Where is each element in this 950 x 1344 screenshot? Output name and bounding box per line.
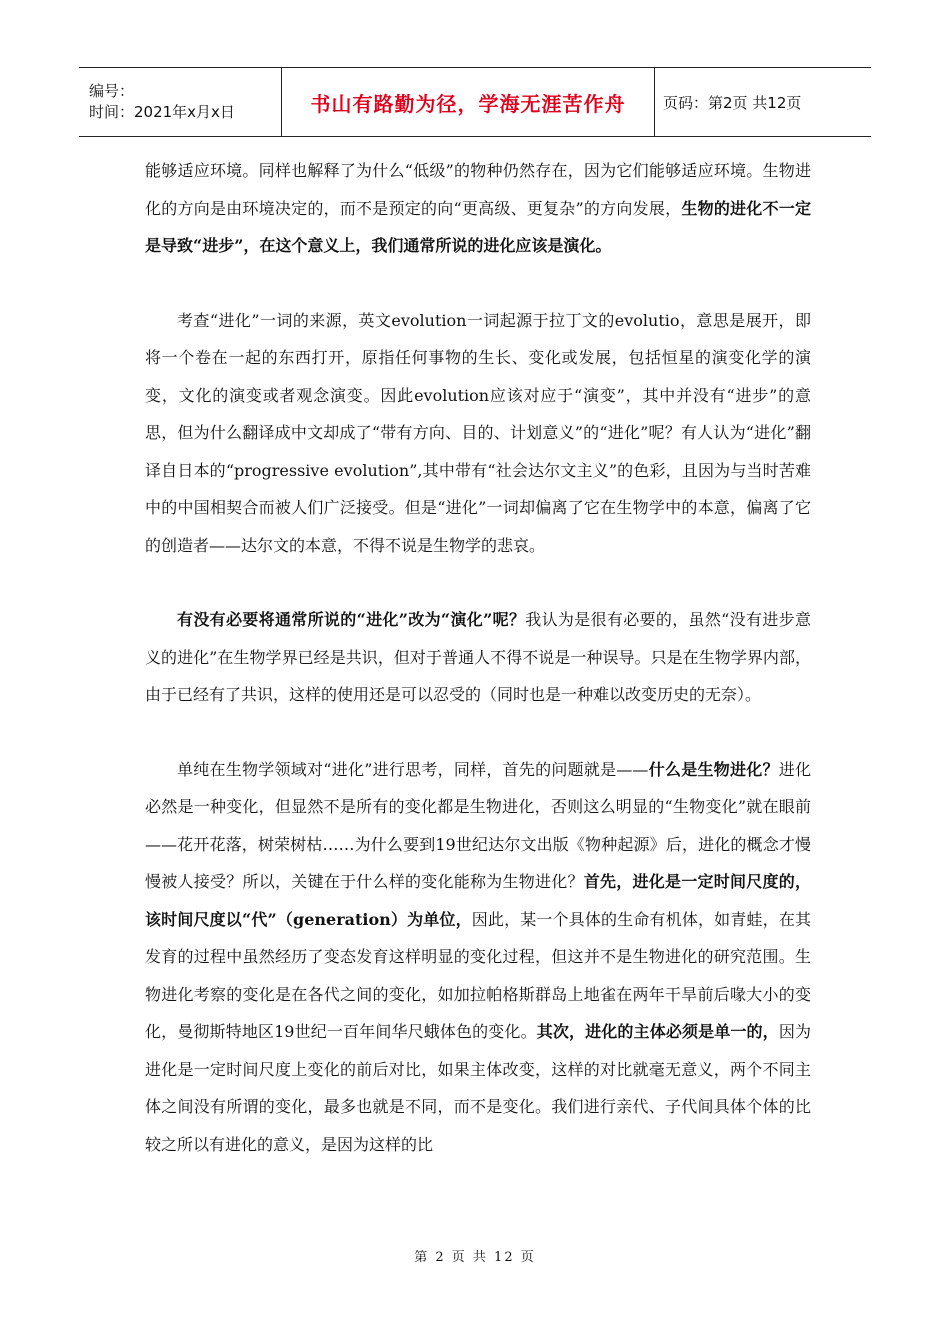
- page-footer: 第 2 页 共 12 页: [414, 1250, 536, 1265]
- paragraph-spacer: [145, 564, 811, 601]
- paragraph-3-text: 我认为是很有必要的，虽然“没有进步意义的进化”在生物学界已经是共识，但对于普通人不得不说是一种误导。只是在生物学界内部，由于已经有了共识，这样的使用还是可以忍受的（同时也是一种难以改变历史的无奈）。: [145, 610, 811, 704]
- document-number-label: 编号：: [89, 82, 135, 100]
- paragraph-3-emphasis: 有没有必要将通常所说的“进化”改为“演化”呢？: [177, 610, 526, 629]
- header-page-info: 页码：第2页 共12页: [663, 93, 802, 112]
- paragraph-4-emphasis-f: 其次，进化的主体必须是单一的，: [536, 1022, 779, 1041]
- paragraph-4-emphasis-d: 首先，进化是一定时间尺度的，该时间尺度以“代”（generation）为单位，: [145, 872, 811, 929]
- paragraph-4-text-c: 进化必然是一种变化，但显然不是所有的变化都是生物进化，否则这么明显的“生物变化”就在眼前——花开花落，树荣树枯……为什么要到19世纪达尔文出版《物种起源》后，进化的概念才慢慢被人接受？所以，关键在于什么样的变化能称为生物进化？: [145, 759, 811, 891]
- paragraph-1: [145, 152, 811, 265]
- paragraph-spacer: [145, 265, 811, 302]
- paragraph-2: 考查“进化”一词的来源，英文evolution一词起源于拉丁文的evolutio，意思是展开，即将一个卷在一起的东西打开，原指任何事物的生长、变化或发展，包括恒星的演变化学的演变，文化的演变或者观念演变。因此evolution应该对应于“演变”，其中并没有“进步”的意思，但为什么翻译成中文却成了“带有方向、目的、计划意义”的“进化”呢？有人认为“进化”翻译自日本的“progressive evolution”,其中带有“社会达尔文主义”的色彩，且因为与当时苦难中的中国相契合而被人们广泛接受。但是“进化”一词却偏离了它在生物学中的本意，偏离了它的创造者——达尔文的本意，不得不说是生物学的悲哀。: [145, 310, 811, 555]
- paragraph-1-emphasis: 生物的进化不一定是导致“进步”，在这个意义上，我们通常所说的进化应该是演化。: [145, 198, 811, 255]
- paragraph-4: [145, 751, 811, 1164]
- paragraph-4-emphasis-b: 什么是生物进化？: [648, 759, 779, 779]
- page-header: [79, 67, 871, 137]
- paragraph-1-text: 能够适应环境。同样也解释了为什么“低级”的物种仍然存在，因为它们能够适应环境。生物进化的方向是由环境决定的，而不是预定的向“更高级、更复杂”的方向发展，: [145, 161, 811, 218]
- paragraph-spacer: [145, 714, 811, 751]
- header-motto: 书山有路勤为径，学海无涯苦作舟: [310, 91, 626, 116]
- paragraph-4-text-g: 因为进化是一定时间尺度上变化的前后对比，如果主体改变，这样的对比就毫无意义，两个不同主体之间没有所谓的变化，最多也就是不同，而不是变化。我们进行亲代、子代间具体个体的比较之所以有进化的意义，是因为这样的比: [145, 1022, 811, 1154]
- header-motto-cell: [282, 68, 655, 136]
- paragraph-3: [145, 601, 811, 714]
- paragraph-4-text-e: 因此，某一个具体的生命有机体，如青蛙，在其发育的过程中虽然经历了变态发育这样明显的变化过程，但这并不是生物进化的研究范围。生物进化考察的变化是在各代之间的变化，如加拉帕格斯群岛上地雀在两年干旱前后喙大小的变化，曼彻斯特地区19世纪一百年间华尺蛾体色的变化。: [145, 909, 811, 1041]
- document-body: [145, 152, 811, 1163]
- header-meta: [79, 68, 282, 136]
- paragraph-4-text-a: 单纯在生物学领域对“进化”进行思考，同样，首先的问题就是——: [177, 759, 649, 779]
- document-date: 时间：2021年x月x日: [89, 103, 235, 121]
